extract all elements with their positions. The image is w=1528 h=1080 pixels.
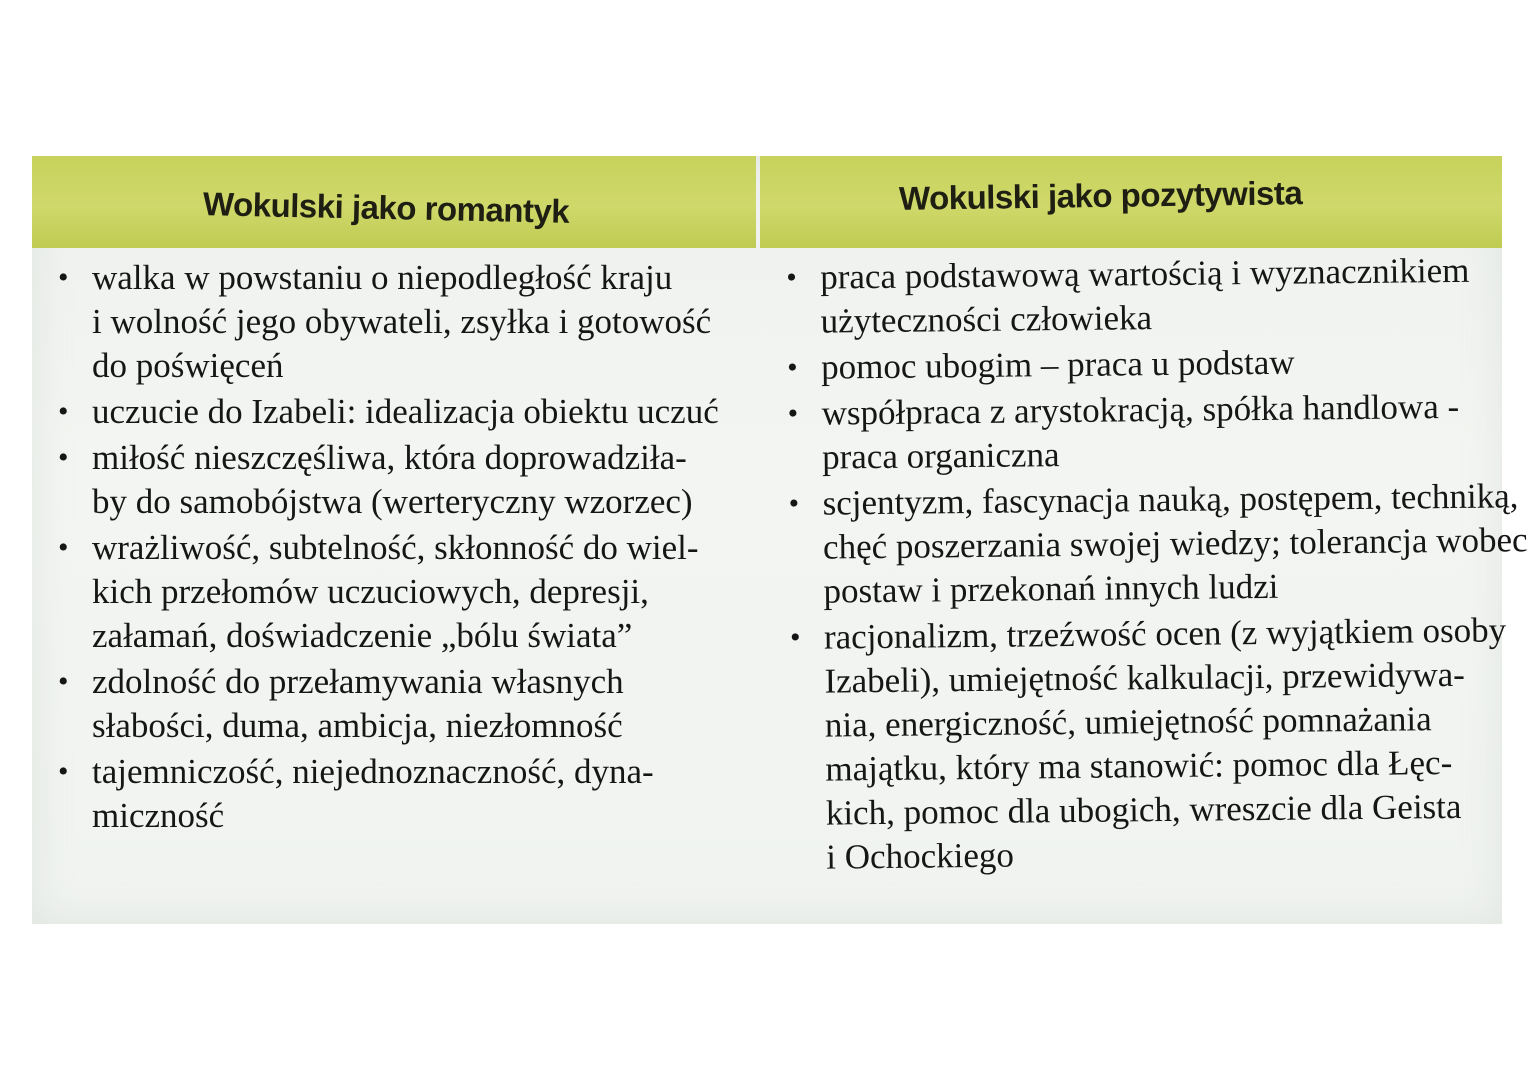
- romantic-item-line: załamań, doświadczenie „bólu świata”: [92, 616, 633, 655]
- romantic-item-line: miłość nieszczęśliwa, która doprowadziła-: [92, 438, 687, 477]
- positivist-list: [782, 249, 1528, 880]
- romantic-item-line: walka w powstaniu o niepodległość kraju: [92, 258, 673, 297]
- bullet-icon: •: [58, 395, 69, 428]
- positivist-item: [786, 609, 1507, 880]
- positivist-item-line: pomoc ubogim – praca u podstaw: [820, 342, 1295, 387]
- romantic-item: [54, 526, 754, 658]
- positivist-item-line: Izabeli), umiejętność kalkulacji, przewidywa-: [824, 654, 1466, 701]
- positivist-item: [783, 385, 1494, 480]
- bullet-icon: •: [58, 531, 69, 564]
- bullet-icon: •: [789, 620, 801, 654]
- romantic-item-line: miczność: [92, 796, 225, 835]
- positivist-item-line: nia, energiczność, umiejętność pomnażania: [824, 699, 1432, 745]
- bullet-icon: •: [58, 261, 69, 294]
- romantic-item-line: by do samobójstwa (werteryczny wzorzec): [92, 482, 693, 521]
- positivist-item-line: chęć poszerzania swojej wiedzy; tolerancja wobec: [822, 520, 1528, 567]
- romantic-item-line: do poświęceń: [92, 346, 284, 385]
- positivist-item-line: użyteczności człowieka: [820, 298, 1153, 341]
- romantic-item: [54, 436, 754, 524]
- romantic-item: [54, 256, 754, 388]
- romantic-list: [54, 256, 754, 838]
- header-positivist: [760, 156, 1502, 248]
- romantic-item-line: uczucie do Izabeli: idealizacja obiektu uczuć: [92, 392, 719, 431]
- romantic-item: [54, 660, 754, 748]
- table-header-row: [32, 156, 1502, 248]
- positivist-item-line: postaw i przekonań innych ludzi: [823, 566, 1279, 611]
- positivist-item-line: praca organiczna: [821, 435, 1060, 477]
- romantic-item-line: wrażliwość, subtelność, skłonność do wiel-: [92, 528, 699, 567]
- romantic-item-line: i wolność jego obywateli, zsyłka i gotowość: [92, 302, 712, 341]
- positivist-item: [784, 475, 1528, 614]
- positivist-item: [783, 339, 1493, 390]
- positivist-item-line: majątku, który ma stanowić: pomoc dla Łęc-: [825, 743, 1453, 789]
- header-romantic: [32, 156, 756, 248]
- positivist-item-line: scjentyzm, fascynacja nauką, postępem, techniką,: [822, 476, 1519, 523]
- romantic-item: [54, 750, 754, 838]
- positivist-item-line: kich, pomoc dla ubogich, wreszcie dla Geista: [825, 786, 1462, 833]
- romantic-column: [54, 256, 754, 840]
- romantic-item-line: zdolność do przełamywania własnych: [92, 662, 624, 701]
- bullet-icon: •: [788, 486, 800, 520]
- header-romantic-label: Wokulski jako romantyk: [202, 185, 570, 230]
- positivist-item-line: racjonalizm, trzeźwość ocen (z wyjątkiem osoby: [823, 610, 1507, 657]
- bullet-icon: •: [58, 441, 69, 474]
- romantic-item: [54, 390, 754, 434]
- bullet-icon: •: [787, 396, 799, 430]
- romantic-item-line: słabości, duma, ambicja, niezłomność: [92, 706, 623, 745]
- bullet-icon: •: [58, 665, 69, 698]
- positivist-column: [782, 250, 1528, 882]
- comparison-table: [32, 156, 1528, 924]
- bullet-icon: •: [58, 755, 69, 788]
- positivist-item-line: współpraca z arystokracją, spółka handlowa -: [821, 386, 1460, 433]
- positivist-item-line: praca podstawową wartością i wyznacznikiem: [820, 250, 1470, 297]
- romantic-item-line: kich przełomów uczuciowych, depresji,: [92, 572, 649, 611]
- romantic-item-line: tajemniczość, niejednoznaczność, dyna-: [92, 752, 654, 791]
- bullet-icon: •: [786, 260, 797, 294]
- bullet-icon: •: [786, 350, 798, 384]
- header-positivist-label: Wokulski jako pozytywista: [899, 174, 1303, 217]
- positivist-item: [782, 249, 1493, 344]
- positivist-item-line: i Ochockiego: [826, 835, 1015, 877]
